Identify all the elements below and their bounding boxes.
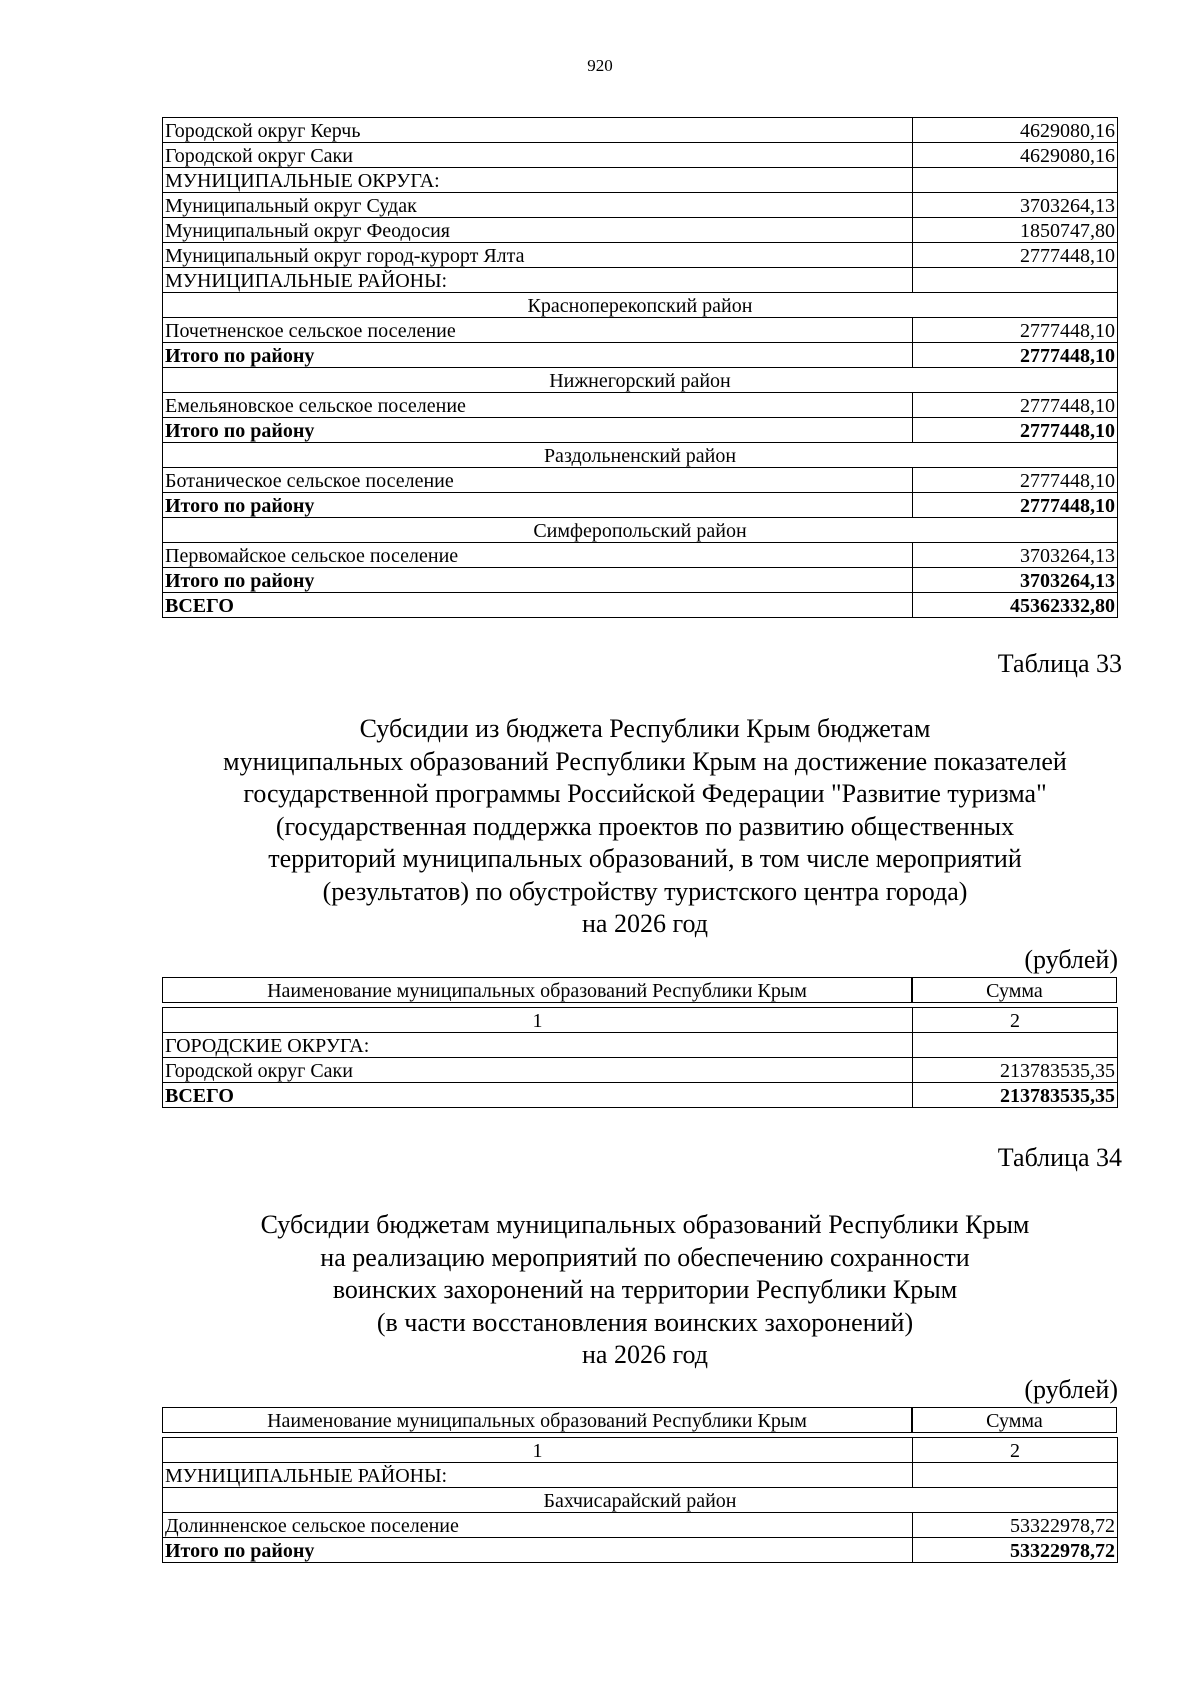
district-row <box>163 1488 1118 1513</box>
title-line: воинских захоронений на территории Республики Крым <box>332 1275 958 1304</box>
row-amount <box>913 1463 1118 1488</box>
title-line: на реализацию мероприятий по обеспечению сохранности <box>320 1242 970 1272</box>
table-row <box>163 118 1118 143</box>
table-row <box>163 1463 1118 1488</box>
row-amount: 2777448,10 <box>913 418 1118 443</box>
table-row <box>163 543 1118 568</box>
title-line: (в части восстановления воинских захоронений) <box>376 1307 914 1337</box>
row-name: Итого по району <box>163 1538 913 1563</box>
row-name: Итого по району <box>163 418 913 443</box>
table-row <box>163 243 1118 268</box>
column-number: 1 <box>163 1008 913 1033</box>
total-row <box>163 1083 1118 1108</box>
district-name: Симферопольский район <box>163 518 1118 543</box>
row-name: Муниципальный округ Феодосия <box>163 218 913 243</box>
table-row <box>163 193 1118 218</box>
row-amount: 2777448,10 <box>913 468 1118 493</box>
table-row <box>163 1033 1118 1058</box>
district-name: Нижнегорский район <box>163 368 1118 393</box>
row-amount: 4629080,16 <box>913 118 1118 143</box>
row-amount: 3703264,13 <box>913 543 1118 568</box>
row-name: Итого по району <box>163 343 913 368</box>
table-row <box>163 318 1118 343</box>
district-row <box>163 368 1118 393</box>
row-name: Городской округ Саки <box>163 1058 913 1083</box>
header-name: Наименование муниципальных образований Республики Крым <box>162 977 912 1003</box>
row-amount: 2777448,10 <box>913 493 1118 518</box>
row-amount: 1850747,80 <box>913 218 1118 243</box>
row-amount: 4629080,16 <box>913 143 1118 168</box>
column-number: 2 <box>913 1438 1118 1463</box>
district-name: Бахчисарайский район <box>163 1488 1118 1513</box>
row-name: Почетненское сельское поселение <box>163 318 913 343</box>
header-sum: Сумма <box>912 977 1117 1003</box>
column-number: 2 <box>913 1008 1118 1033</box>
title-line: Субсидии бюджетам муниципальных образований Республики Крым <box>260 1210 1030 1239</box>
row-amount <box>913 168 1118 193</box>
table-34-caption: Таблица 34 <box>997 1143 1122 1172</box>
district-row <box>163 518 1118 543</box>
row-name: Итого по району <box>163 568 913 593</box>
title-line: Субсидии из бюджета Республики Крым бюджетам <box>359 714 931 743</box>
row-name: Емельяновское сельское поселение <box>163 393 913 418</box>
table-row <box>163 143 1118 168</box>
total-row <box>163 568 1118 593</box>
table-row <box>163 1513 1118 1538</box>
row-amount: 213783535,35 <box>913 1058 1118 1083</box>
row-amount: 2777448,10 <box>913 343 1118 368</box>
table-row <box>163 393 1118 418</box>
row-amount: 213783535,35 <box>913 1083 1118 1108</box>
row-amount: 2777448,10 <box>913 243 1118 268</box>
row-name: МУНИЦИПАЛЬНЫЕ РАЙОНЫ: <box>163 268 913 293</box>
table-row <box>163 468 1118 493</box>
column-number: 1 <box>163 1438 913 1463</box>
table-row <box>163 218 1118 243</box>
row-name: Первомайское сельское поселение <box>163 543 913 568</box>
row-name: Муниципальный округ город-курорт Ялта <box>163 243 913 268</box>
table-row <box>163 168 1118 193</box>
total-row <box>163 1538 1118 1563</box>
table-33-unit: (рублей) <box>1024 945 1118 974</box>
row-name: Итого по району <box>163 493 913 518</box>
header-sum: Сумма <box>912 1407 1117 1433</box>
total-row <box>163 593 1118 618</box>
row-name: Городской округ Саки <box>163 143 913 168</box>
table-33-title <box>0 713 1200 941</box>
table-row <box>163 268 1118 293</box>
row-name: ВСЕГО <box>163 1083 913 1108</box>
total-row <box>163 343 1118 368</box>
header-name: Наименование муниципальных образований Республики Крым <box>162 1407 912 1433</box>
district-name: Раздольненский район <box>163 443 1118 468</box>
row-amount <box>913 268 1118 293</box>
row-amount: 2777448,10 <box>913 318 1118 343</box>
row-amount: 53322978,72 <box>913 1513 1118 1538</box>
total-row <box>163 493 1118 518</box>
table-row <box>163 1058 1118 1083</box>
row-amount: 45362332,80 <box>913 593 1118 618</box>
title-line: на 2026 год <box>582 909 708 938</box>
row-name: МУНИЦИПАЛЬНЫЕ РАЙОНЫ: <box>163 1463 913 1488</box>
title-line: (государственная поддержка проектов по развитию общественных <box>275 811 1015 841</box>
district-row <box>163 443 1118 468</box>
row-name: ВСЕГО <box>163 593 913 618</box>
table-33 <box>162 974 1117 1006</box>
column-number-row <box>163 1008 1118 1033</box>
title-line: территорий муниципальных образований, в том числе мероприятий <box>268 844 1022 873</box>
row-name: ГОРОДСКИЕ ОКРУГА: <box>163 1033 913 1058</box>
title-line: на 2026 год <box>582 1340 708 1369</box>
title-line: муниципальных образований Республики Крым на достижение показателей <box>223 746 1067 776</box>
row-amount: 53322978,72 <box>913 1538 1118 1563</box>
district-name: Красноперекопский район <box>163 293 1118 318</box>
table-34 <box>162 1404 1117 1436</box>
row-name: Муниципальный округ Судак <box>163 193 913 218</box>
table-33-body <box>162 1007 1118 1108</box>
header-row <box>162 977 1117 1003</box>
table-34-unit: (рублей) <box>1024 1375 1118 1404</box>
district-row <box>163 293 1118 318</box>
table-34-body <box>162 1437 1118 1563</box>
row-amount: 3703264,13 <box>913 193 1118 218</box>
continued-subsidy-table <box>162 117 1118 618</box>
header-row <box>162 1407 1117 1433</box>
row-name: МУНИЦИПАЛЬНЫЕ ОКРУГА: <box>163 168 913 193</box>
title-line: государственной программы Российской Федерации "Развитие туризма" <box>243 779 1047 808</box>
column-number-row <box>163 1438 1118 1463</box>
table-33-caption: Таблица 33 <box>997 649 1122 678</box>
page-number: 920 <box>587 56 613 75</box>
row-amount: 3703264,13 <box>913 568 1118 593</box>
row-amount: 2777448,10 <box>913 393 1118 418</box>
row-name: Ботаническое сельское поселение <box>163 468 913 493</box>
row-name: Долинненское сельское поселение <box>163 1513 913 1538</box>
total-row <box>163 418 1118 443</box>
row-name: Городской округ Керчь <box>163 118 913 143</box>
row-amount <box>913 1033 1118 1058</box>
title-line: (результатов) по обустройству туристского центра города) <box>322 876 968 906</box>
table-34-title <box>0 1209 1200 1372</box>
